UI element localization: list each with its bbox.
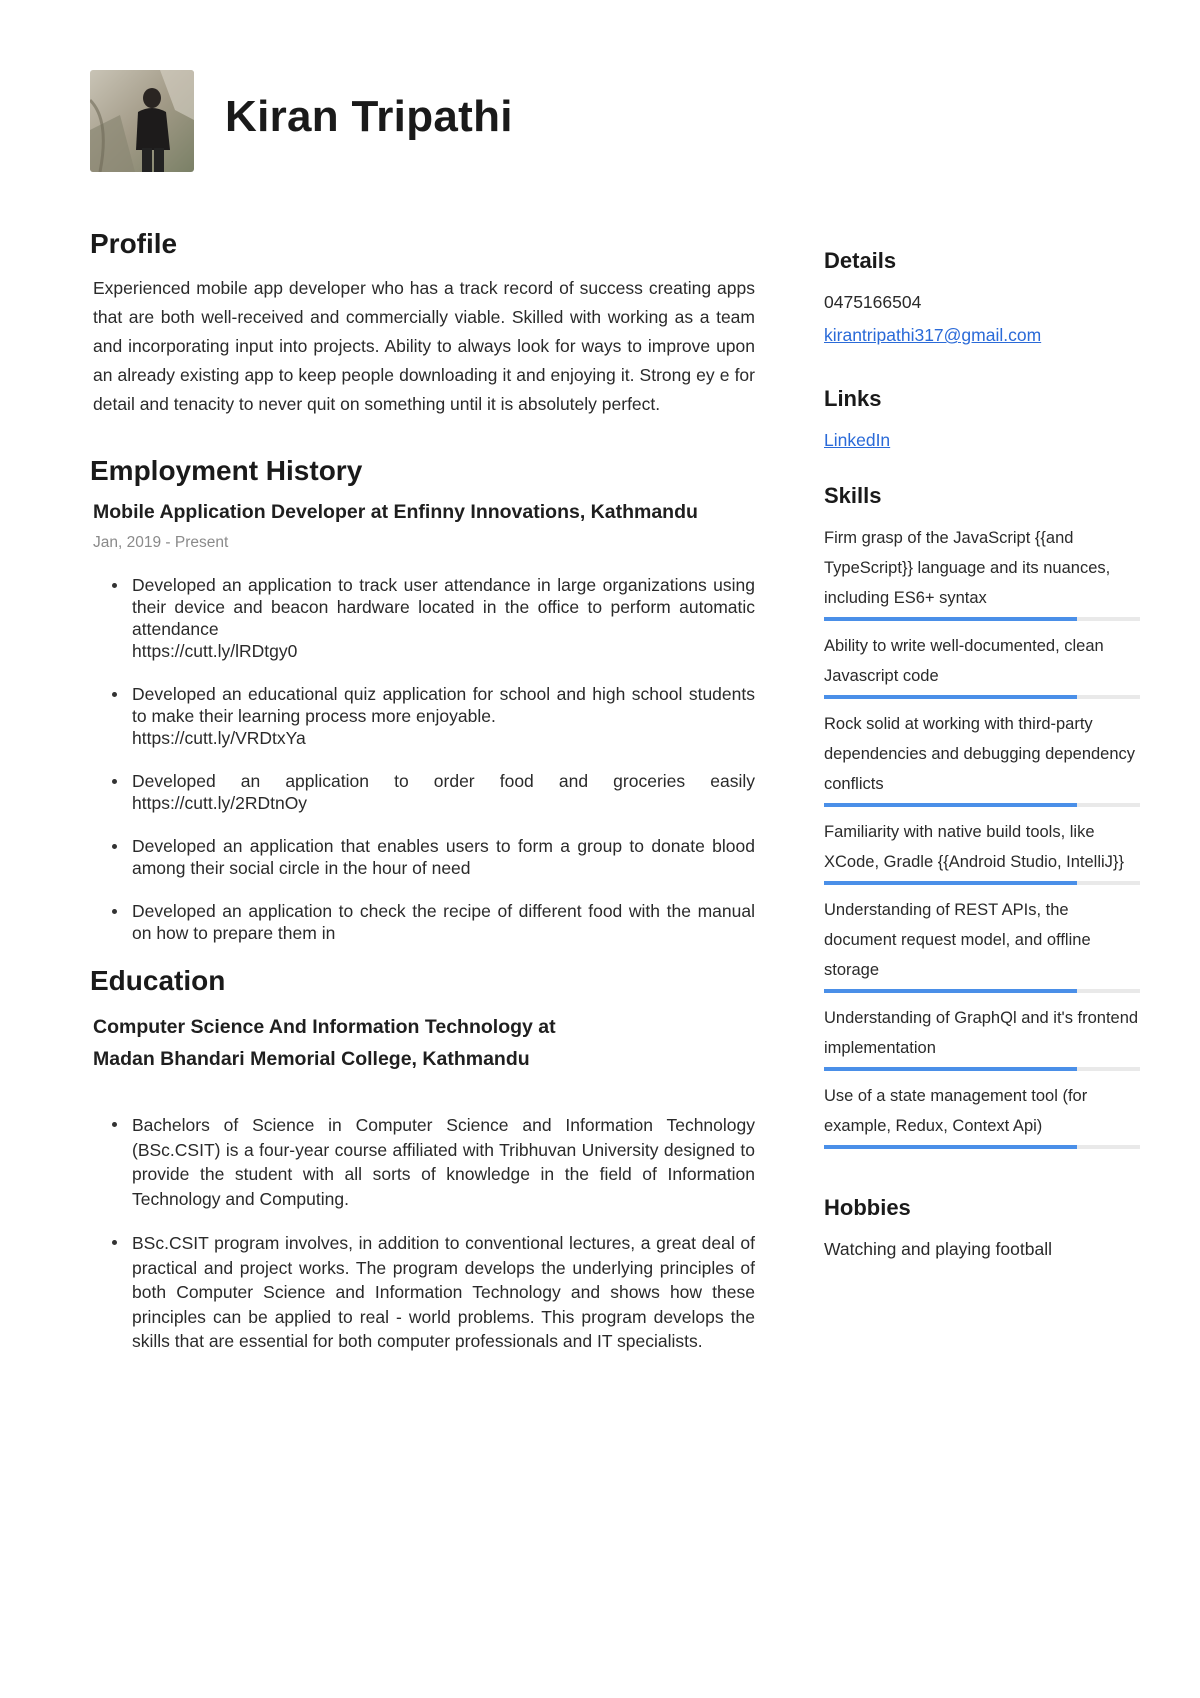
job-date: Jan, 2019 - Present <box>93 534 229 551</box>
skill-level-bar <box>824 1067 1140 1071</box>
profile-photo-image <box>90 70 194 172</box>
education-bullets <box>90 1113 755 1354</box>
hobbies-text: Watching and playing football <box>824 1239 1052 1259</box>
bullet-link[interactable]: https://cutt.ly/VRDtxYa <box>132 728 306 748</box>
skill-level-bar <box>824 881 1140 885</box>
email-link[interactable]: kirantripathi317@gmail.com <box>824 325 1042 345</box>
skill-item <box>824 817 1140 885</box>
bullet-text: Developed an application to order food and groceries easily https://cutt.ly/2RDtnOy <box>132 771 755 813</box>
skill-text: Familiarity with native build tools, like XCode, Gradle {{Android Studio, IntelliJ}} <box>824 823 1124 871</box>
list-item <box>132 770 755 814</box>
skill-level-bar <box>824 989 1140 993</box>
skill-item <box>824 1081 1140 1149</box>
bullet-link[interactable]: https://cutt.ly/lRDtgy0 <box>132 641 298 661</box>
list-item <box>132 683 755 749</box>
skill-level-bar <box>824 695 1140 699</box>
sidebar <box>824 248 1140 1260</box>
skill-level-fill <box>824 617 1077 621</box>
hobbies-section <box>824 1195 1140 1260</box>
skill-level-fill <box>824 1145 1077 1149</box>
list-item <box>132 1113 755 1211</box>
bullet-text: BSc.CSIT program involves, in addition to conventional lectures, a great deal of practical and project works. The program develops the underlying principles of both Computer Science and Information Technology and shows how these principles can be applied to real - world problems. This program develops the skills that are essential for both computer professionals and IT specialists. <box>132 1233 755 1351</box>
details-heading: Details <box>824 248 897 273</box>
bullet-text: Bachelors of Science in Computer Science and Information Technology (BSc.CSIT) is a four-year course affiliated with Tribhuvan University designed to provide the student with all sorts of knowledge in the field of Information Technology and Computing. <box>132 1115 755 1209</box>
list-item <box>132 835 755 879</box>
links-heading: Links <box>824 386 882 411</box>
skill-level-fill <box>824 695 1077 699</box>
skill-item <box>824 709 1140 807</box>
school-line-1: Computer Science And Information Technology at <box>93 1016 556 1038</box>
employment-heading: Employment History <box>90 455 363 486</box>
education-heading: Education <box>90 965 226 996</box>
skills-heading: Skills <box>824 483 882 508</box>
profile-summary: Experienced mobile app developer who has a track record of success creating apps that are both well-received and commercially viable. Skilled with working as a team and incorporating input into projects. Ability to always look for ways to improve upon an already existing app to keep people downloading it and enjoying it. Strong ey e for detail and tenacity to never quit on something until it is absolutely perfect. <box>93 278 755 414</box>
skill-level-fill <box>824 803 1077 807</box>
skill-text: Understanding of GraphQl and it's frontend implementation <box>824 1009 1139 1057</box>
profile-photo <box>90 70 194 172</box>
skill-level-bar <box>824 803 1140 807</box>
bullet-text: Developed an application that enables users to form a group to donate blood among their social circle in the hour of need <box>132 836 755 878</box>
skill-item <box>824 1003 1140 1071</box>
skill-text: Firm grasp of the JavaScript {{and TypeScript}} language and its nuances, including ES6+ syntax <box>824 529 1111 607</box>
skill-level-fill <box>824 989 1077 993</box>
bullet-text: Developed an educational quiz application for school and high school students to make their learning process more enjoyable. <box>132 684 755 726</box>
list-item <box>132 1231 755 1354</box>
skill-item <box>824 895 1140 993</box>
bullet-text: Developed an application to check the recipe of different food with the manual on how to prepare them in <box>132 901 755 943</box>
main-column <box>90 228 755 1374</box>
school-line-2: Madan Bhandari Memorial College, Kathmandu <box>93 1048 530 1070</box>
school-name <box>93 1011 755 1075</box>
profile-heading: Profile <box>90 228 178 259</box>
candidate-name: Kiran Tripathi <box>225 92 513 141</box>
skill-text: Use of a state management tool (for example, Redux, Context Api) <box>824 1087 1088 1135</box>
skill-text: Understanding of REST APIs, the document request model, and offline storage <box>824 901 1091 979</box>
job-title: Mobile Application Developer at Enfinny Innovations, Kathmandu <box>93 501 698 523</box>
employment-bullets <box>90 574 755 944</box>
skill-level-bar <box>824 617 1140 621</box>
list-item <box>132 574 755 662</box>
skill-text: Ability to write well-documented, clean Javascript code <box>824 637 1104 685</box>
hobbies-heading: Hobbies <box>824 1195 911 1220</box>
list-item <box>132 900 755 944</box>
links-section <box>824 386 1140 451</box>
skill-level-fill <box>824 881 1077 885</box>
phone-number: 0475166504 <box>824 292 922 312</box>
skills-section <box>824 483 1140 1149</box>
linkedin-link[interactable]: LinkedIn <box>824 430 891 450</box>
skill-item <box>824 523 1140 621</box>
skill-level-bar <box>824 1145 1140 1149</box>
skill-item <box>824 631 1140 699</box>
skill-text: Rock solid at working with third-party dependencies and debugging dependency conflicts <box>824 715 1136 793</box>
skill-level-fill <box>824 1067 1077 1071</box>
bullet-text: Developed an application to track user attendance in large organizations using their device and beacon hardware located in the office to perform automatic attendance <box>132 575 755 639</box>
